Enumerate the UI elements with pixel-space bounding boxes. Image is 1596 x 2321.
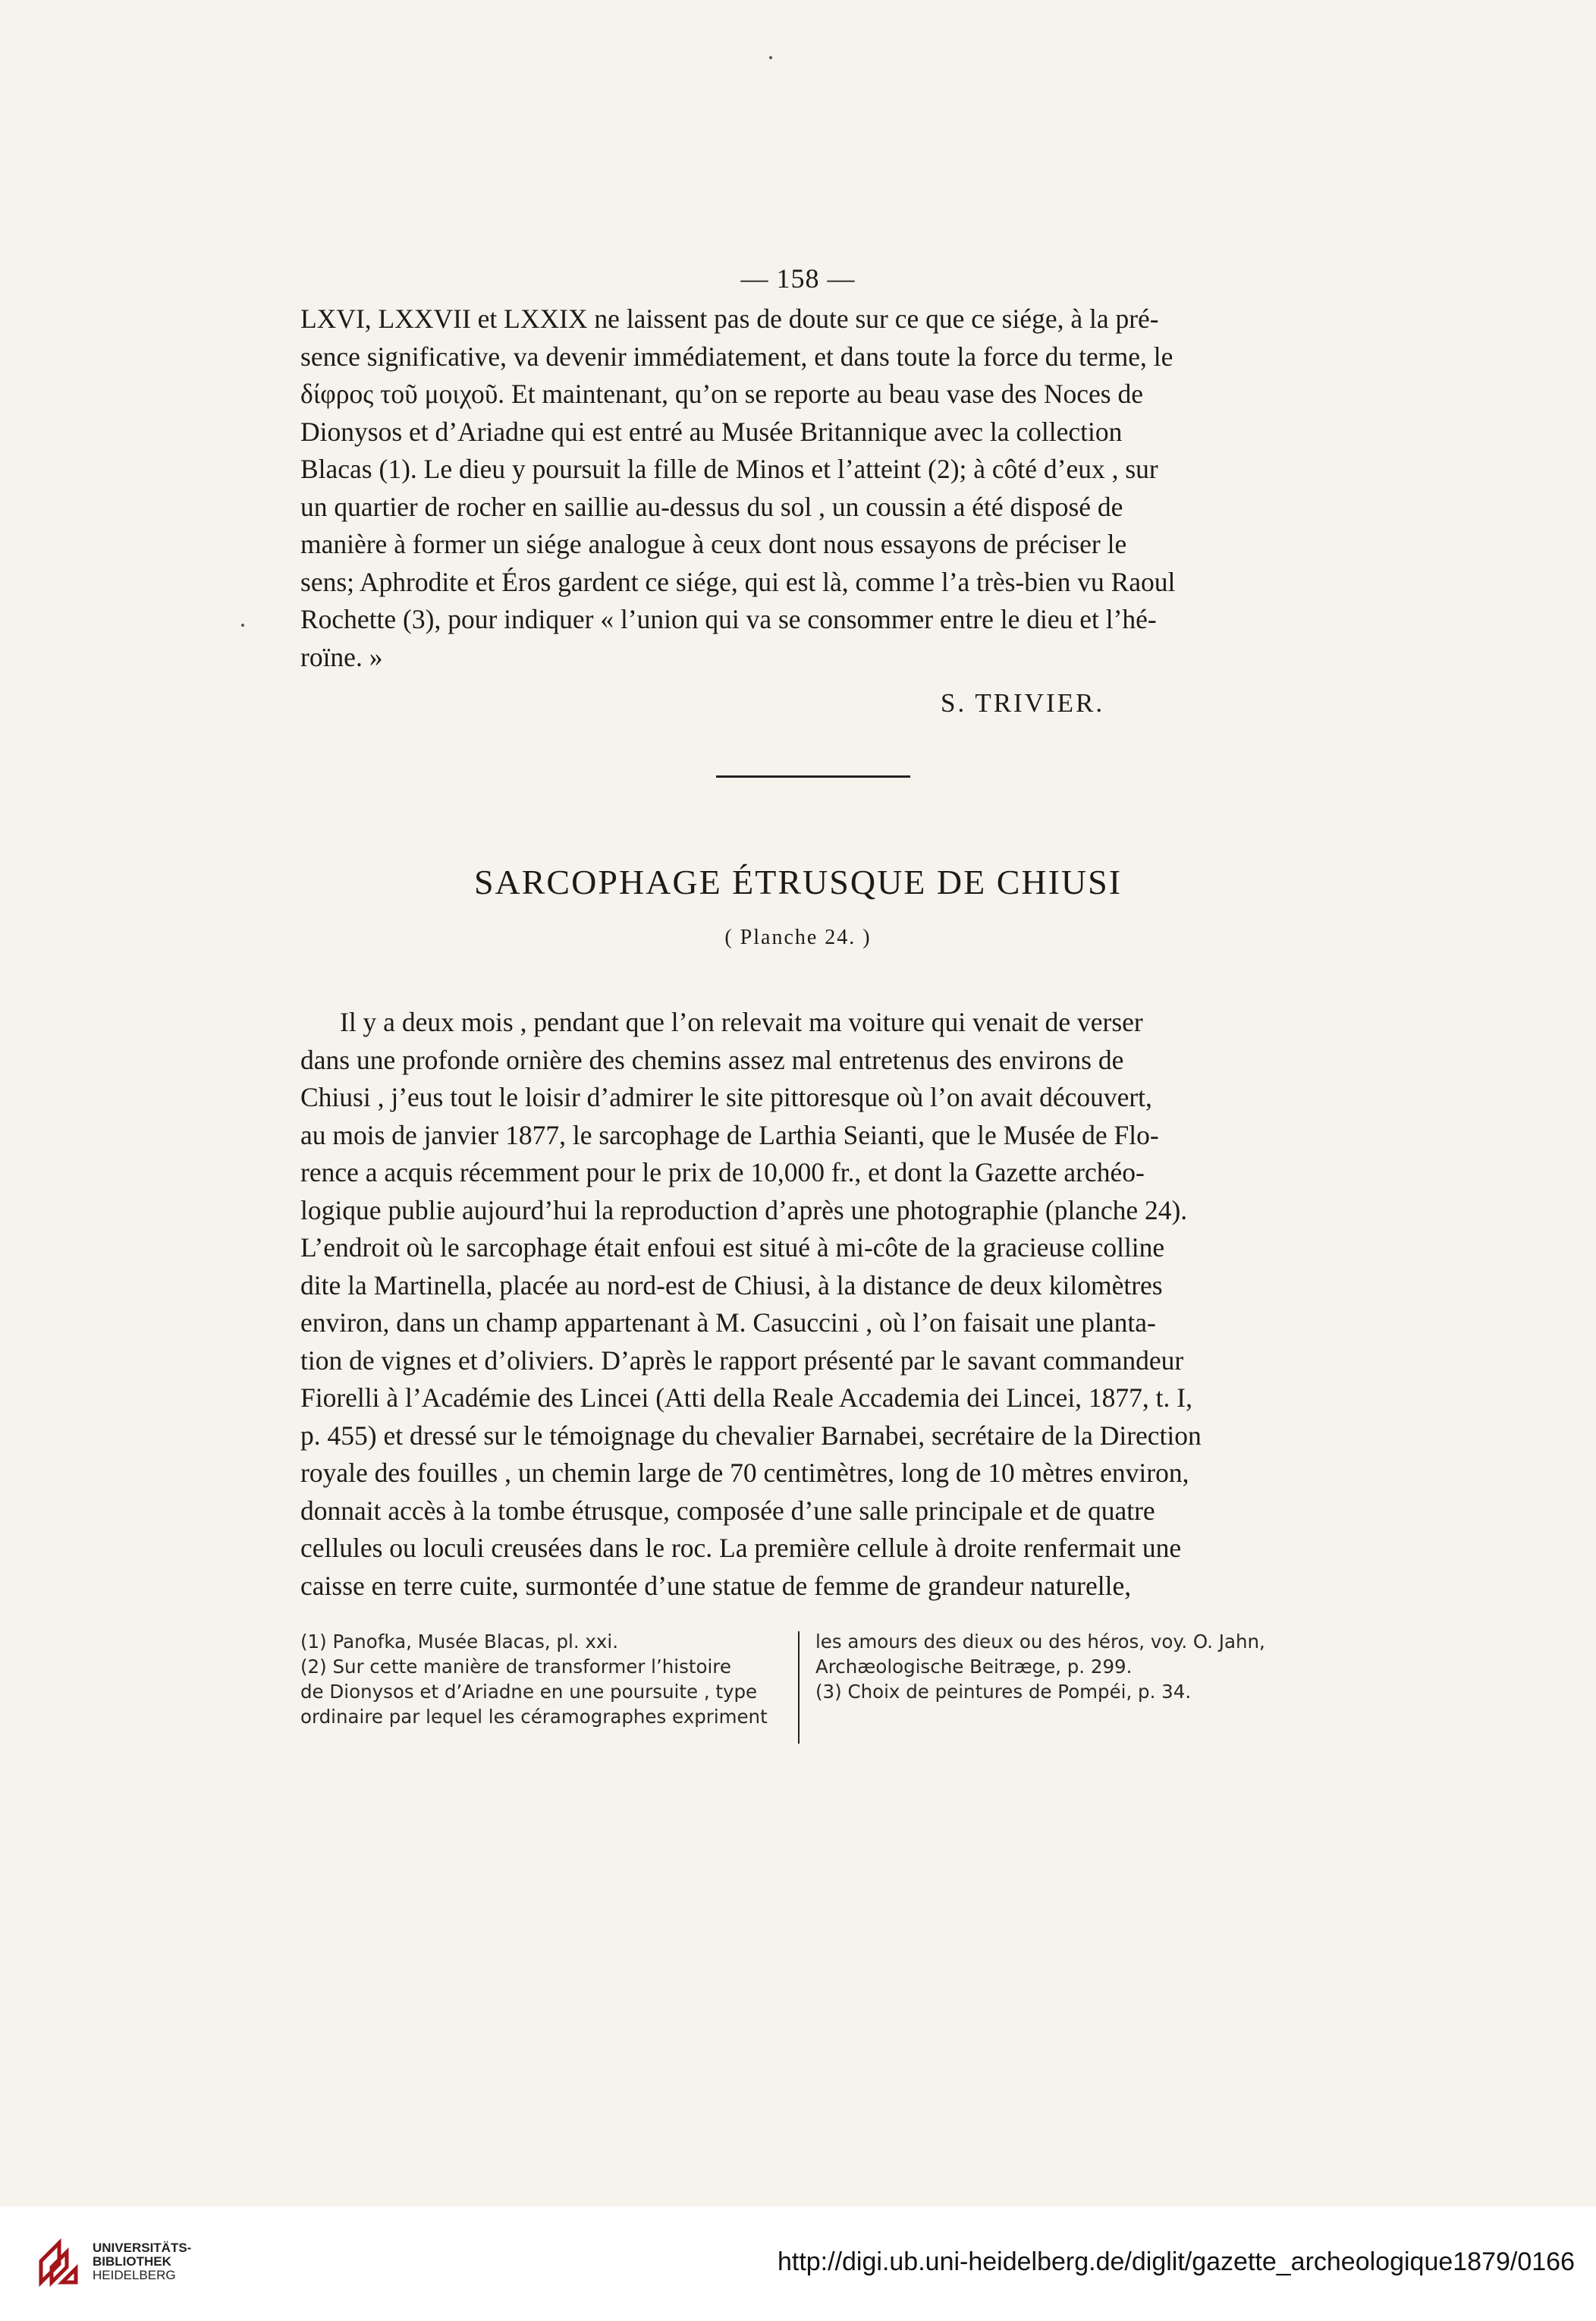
text-line: roïne. » [300,641,383,672]
text-line: Il y a deux mois , pendant que l’on relevait ma voiture qui venait de verser [340,1007,1143,1037]
text-line: au mois de janvier 1877, le sarcophage de Larthia Seianti, que le Musée de Flo- [300,1119,1159,1150]
text-line: manière à former un siége analogue à ceux dont nous essayons de préciser le [300,529,1127,559]
text-line: p. 455) et dressé sur le témoignage du chevalier Barnabei, secrétaire de la Direction [300,1420,1202,1451]
digitization-footer [0,2206,1596,2321]
plate-reference: ( Planche 24. ) [724,926,872,949]
text-line: dans une profonde ornière des chemins assez mal entretenus des environs de [300,1044,1124,1075]
text-line: royale des fouilles , un chemin large de 70 centimètres, long de 10 mètres environ, [300,1458,1189,1488]
text-line: logique publie aujourd’hui la reproduction d’après une photographie (planche 24). [300,1194,1188,1225]
article-body [300,1004,1322,1605]
text-line: sens; Aphrodite et Éros gardent ce siége, qui est là, comme l’a très-bien vu Raoul [300,566,1176,597]
speck [769,56,772,59]
text-line: un quartier de rocher en saillie au-dessus du sol , un coussin a été disposé de [300,491,1123,522]
footnote-column-divider [798,1631,800,1744]
text-line: environ, dans un champ appartenant à M. Casuccini , où l’on faisait une planta- [300,1307,1156,1338]
section-divider [716,775,910,778]
text-line: sence significative, va devenir immédiatement, et dans toute la force du terme, le [300,341,1173,372]
text-line: rence a acquis récemment pour le prix de 10,000 fr., et dont la Gazette archéo- [300,1157,1145,1187]
text-line: Dionysos et d’Ariadne qui est entré au Musée Britannique avec la collection [300,416,1123,447]
footnote-line: de Dionysos et d’Ariadne en une poursuite , type [300,1681,758,1703]
text-line: Chiusi , j’eus tout le loisir d’admirer le site pittoresque où l’on avait découvert, [300,1082,1152,1112]
footnote-line: ordinaire par lequel les céramographes expriment [300,1706,768,1728]
library-logo-icon [36,2238,85,2287]
footnote-line: Archæologische Beitræge, p. 299. [815,1656,1133,1678]
text-line: caisse en terre cuite, surmontée d’une statue de femme de grandeur naturelle, [300,1570,1132,1601]
source-url-link[interactable]: http://digi.ub.uni-heidelberg.de/diglit/gazette_archeologique1879/0166 [777,2247,1575,2276]
footnote-line: (1) Panofka, Musée Blacas, pl. xxi. [300,1631,619,1653]
text-line: donnait accès à la tombe étrusque, composée d’une salle principale et de quatre [300,1495,1155,1526]
footnote-line: (3) Choix de peintures de Pompéi, p. 34. [815,1681,1192,1703]
footnotes-left-column [300,1629,783,1729]
library-name-line: HEIDELBERG [93,2268,176,2282]
author-signature: S. TRIVIER. [941,688,1105,718]
text-line: dite la Martinella, placée au nord-est de Chiusi, à la distance de deux kilomètres [300,1269,1163,1300]
speck [241,624,244,627]
page-number: — 158 — [740,263,856,294]
text-line: Blacas (1). Le dieu y poursuit la fille de Minos et l’atteint (2); à côté d’eux , sur [300,454,1158,484]
text-line: Rochette (3), pour indiquer « l’union qui va se consommer entre le dieu et l’hé- [300,604,1157,634]
text-line: Fiorelli à l’Académie des Lincei (Atti della Reale Accademia dei Lincei, 1877, t. I, [300,1382,1192,1413]
library-name-line: BIBLIOTHEK [93,2254,171,2269]
footnote-line: (2) Sur cette manière de transformer l’histoire [300,1656,731,1678]
text-line: cellules ou loculi creusées dans le roc. La première cellule à droite renfermait une [300,1533,1182,1563]
article-title: SARCOPHAGE ÉTRUSQUE DE CHIUSI [473,863,1123,901]
intro-paragraph [300,300,1322,676]
library-name [93,2241,191,2282]
library-name-line: UNIVERSITÄTS- [93,2241,192,2255]
text-line: LXVI, LXXVII et LXXIX ne laissent pas de doute sur ce que ce siége, à la pré- [300,303,1159,334]
text-line: L’endroit où le sarcophage était enfoui est situé à mi-côte de la gracieuse colline [300,1232,1165,1263]
footnote-line: les amours des dieux ou des héros, voy. O. Jahn, [815,1631,1265,1653]
text-line: δίφρος τοῦ μοιχοῦ. Et maintenant, qu’on se reporte au beau vase des Noces de [300,379,1143,409]
footnotes-right-column [815,1629,1324,1704]
text-line: tion de vignes et d’oliviers. D’après le rapport présenté par le savant commandeur [300,1344,1184,1376]
